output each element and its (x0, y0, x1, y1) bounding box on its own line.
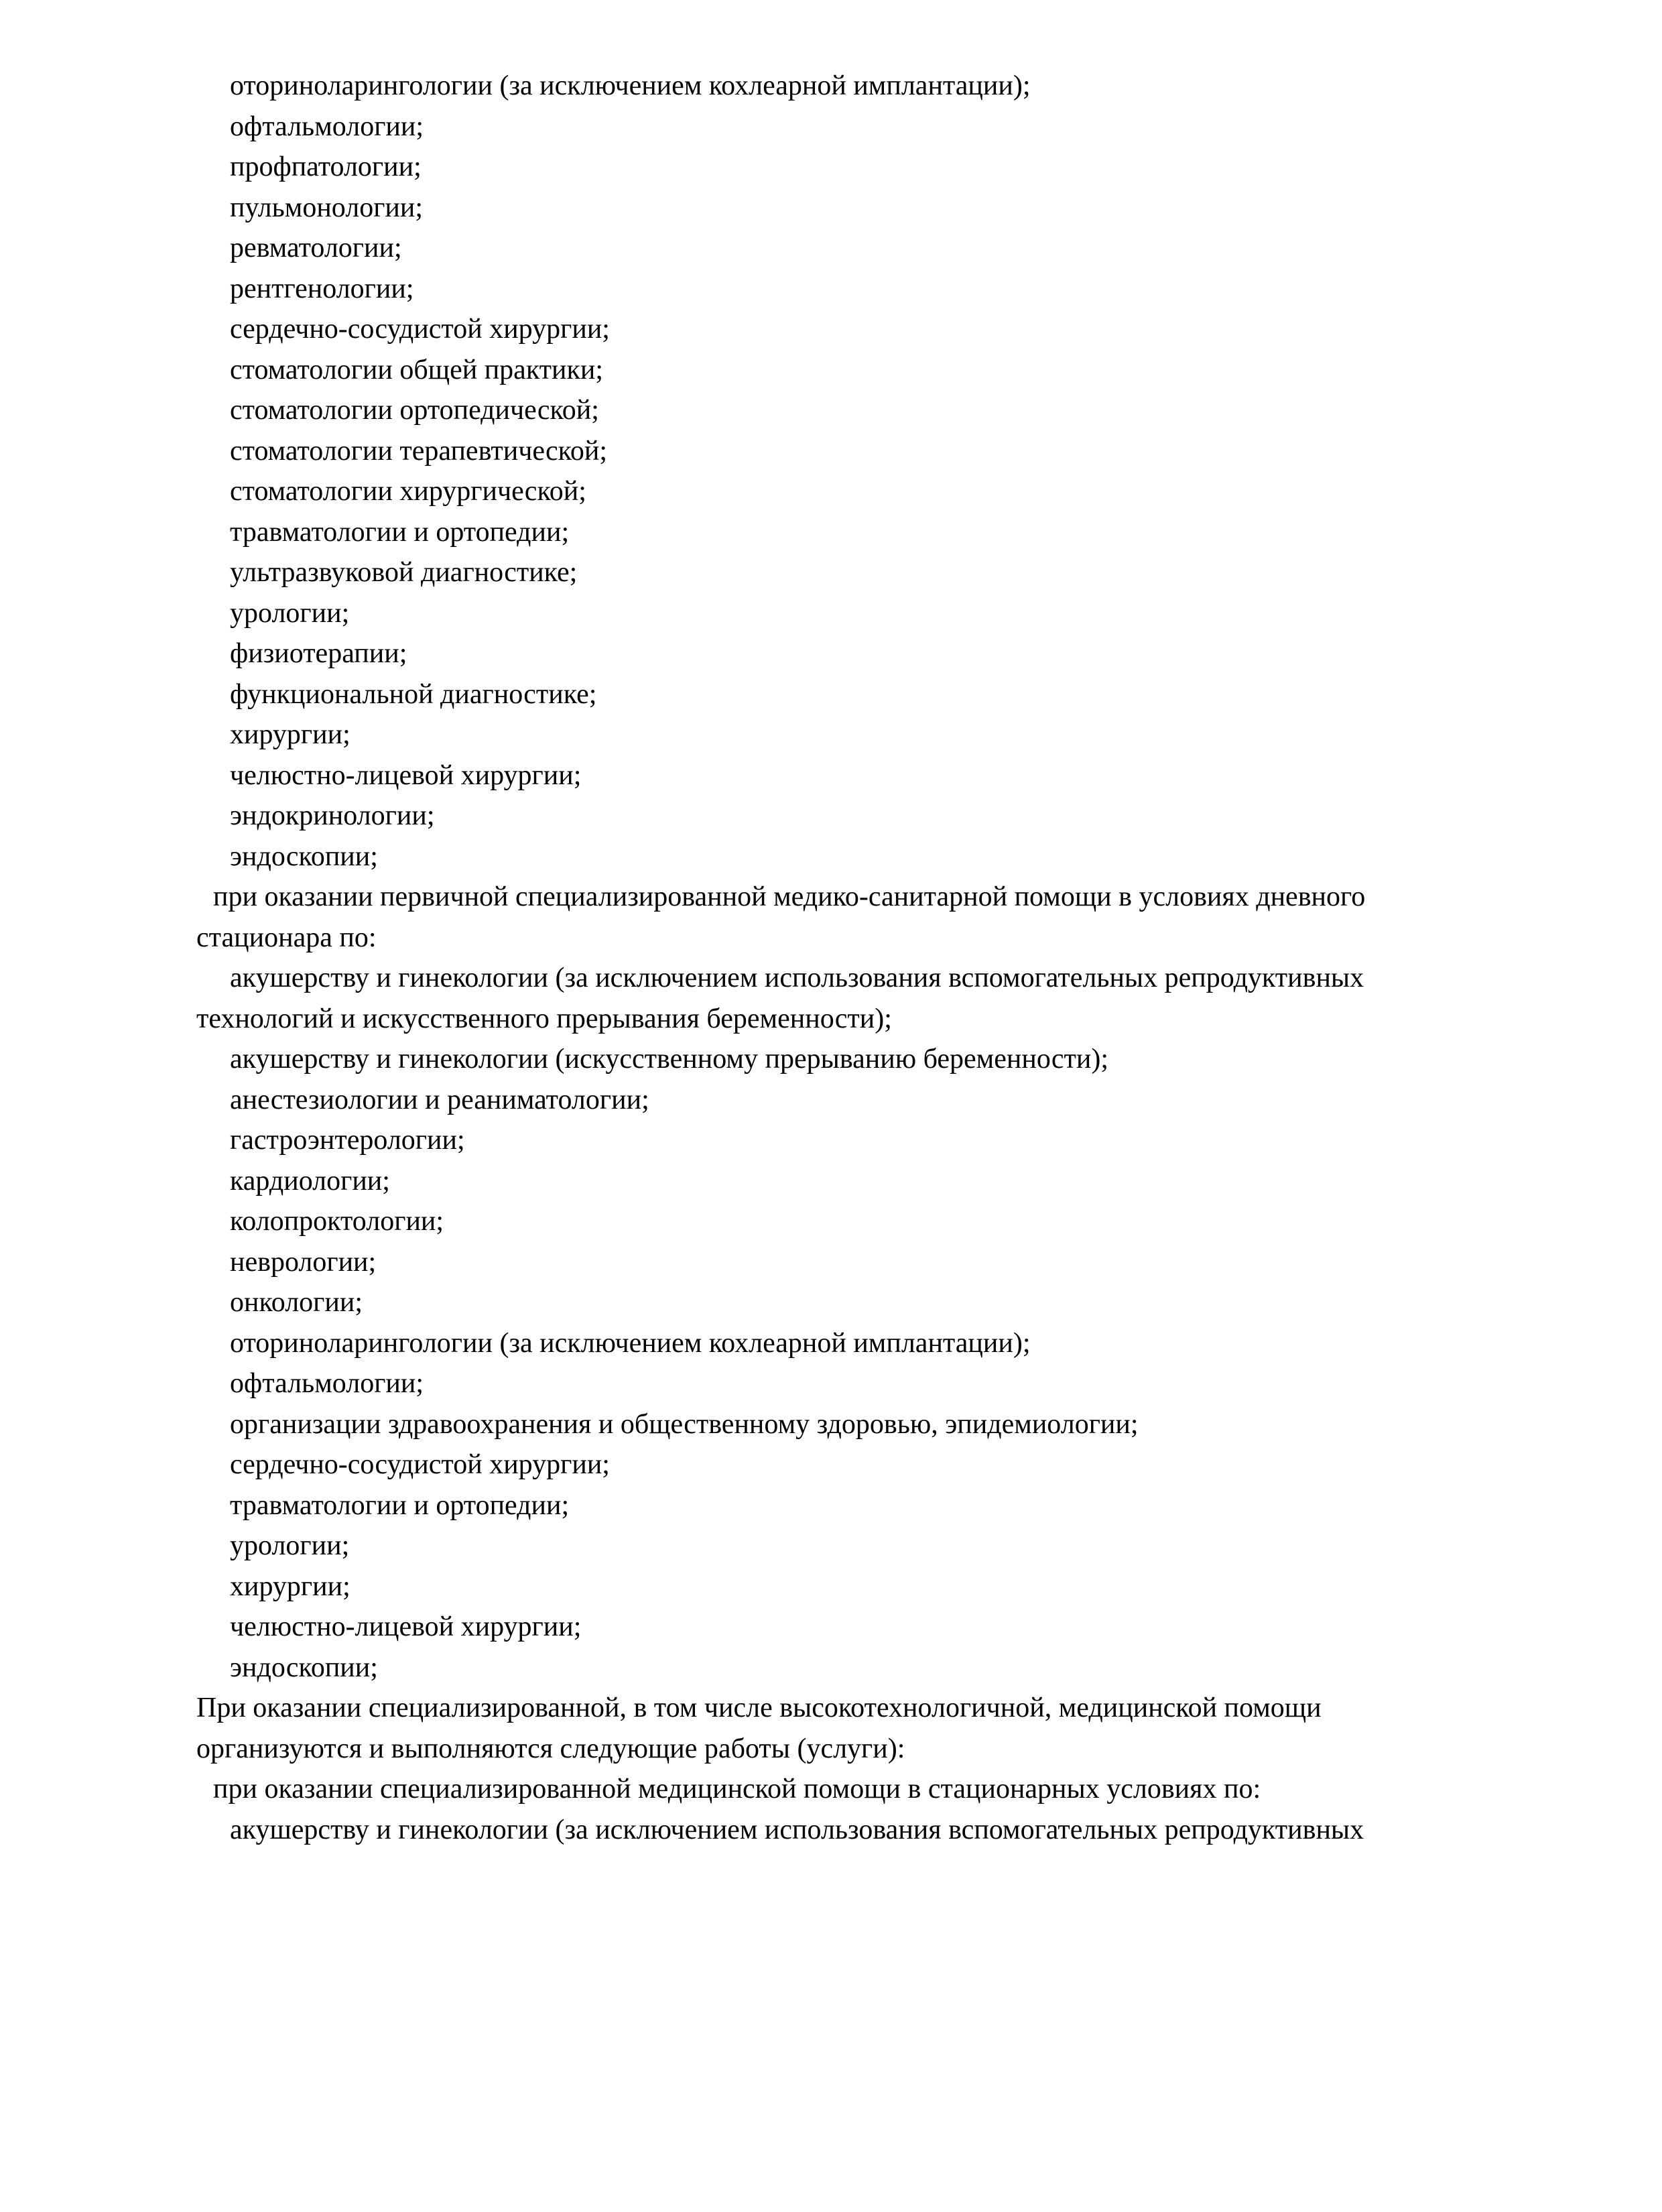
document-line: стоматологии общей практики; (230, 354, 604, 385)
document-line: офтальмологии; (230, 111, 424, 142)
document-line: ревматологии; (230, 233, 402, 263)
document-line: травматологии и ортопедии; (230, 516, 570, 548)
document-line: ультразвуковой диагностике; (230, 557, 578, 588)
document-line: урологии; (230, 597, 350, 629)
document-line: технологий и искусственного прерывания беременности); (196, 1003, 892, 1034)
document-line: офтальмологии; (230, 1368, 424, 1399)
document-line: эндоскопии; (230, 841, 378, 872)
document-line: хирургии; (230, 1571, 350, 1602)
document-line: травматологии и ортопедии; (230, 1489, 570, 1521)
document-line: хирургии; (230, 719, 350, 750)
document-line: стоматологии терапевтической; (230, 435, 608, 467)
document-line: стоматологии ортопедической; (230, 395, 599, 426)
document-line: сердечно-сосудистой хирургии; (230, 1449, 610, 1480)
document-line: профпатологии; (230, 151, 422, 182)
document-line: эндокринологии; (230, 800, 435, 831)
document-line: оториноларингологии (за исключением кохлеарной имплантации); (230, 1327, 1031, 1359)
document-line: При оказании специализированной, в том числе высокотехнологичной, медицинской помощи (196, 1693, 1322, 1723)
document-body (196, 66, 1570, 1850)
document-line: сердечно-сосудистой хирургии; (230, 314, 610, 345)
document-line: стационара по: (196, 922, 377, 953)
document-line: гастроэнтерологии; (230, 1125, 465, 1156)
document-line: при оказании специализированной медицинской помощи в стационарных условиях по: (213, 1774, 1261, 1804)
document-line: кардиологии; (230, 1165, 390, 1196)
document-line: колопроктологии; (230, 1206, 444, 1237)
document-line: анестезиологии и реаниматологии; (230, 1084, 649, 1115)
document-line: стоматологии хирургической; (230, 476, 586, 507)
document-line: неврологии; (230, 1246, 377, 1278)
document-line: челюстно-лицевой хирургии; (230, 1611, 582, 1642)
document-line: акушерству и гинекологии (искусственному прерыванию беременности); (230, 1044, 1109, 1074)
document-line: организации здравоохранения и общественному здоровью, эпидемиологии; (230, 1408, 1139, 1440)
document-line: урологии; (230, 1530, 350, 1561)
document-line: акушерству и гинекологии (за исключением использования вспомогательных репродуктивных (230, 1814, 1364, 1845)
document-line: функциональной диагностике; (230, 678, 597, 710)
document-line: рентгенологии; (230, 273, 414, 304)
document-line: челюстно-лицевой хирургии; (230, 759, 582, 791)
document-line: организуются и выполняются следующие работы (услуги): (196, 1733, 905, 1764)
document-line: при оказании первичной специализированной медико-санитарной помощи в условиях дневного (213, 881, 1366, 912)
document-line: онкологии; (230, 1287, 363, 1318)
document-line: эндоскопии; (230, 1652, 378, 1683)
document-line: акушерству и гинекологии (за исключением использования вспомогательных репродуктивных (230, 963, 1364, 993)
document-line: пульмонологии; (230, 192, 424, 223)
document-line: оториноларингологии (за исключением кохлеарной имплантации); (230, 70, 1031, 101)
document-line: физиотерапии; (230, 638, 407, 669)
